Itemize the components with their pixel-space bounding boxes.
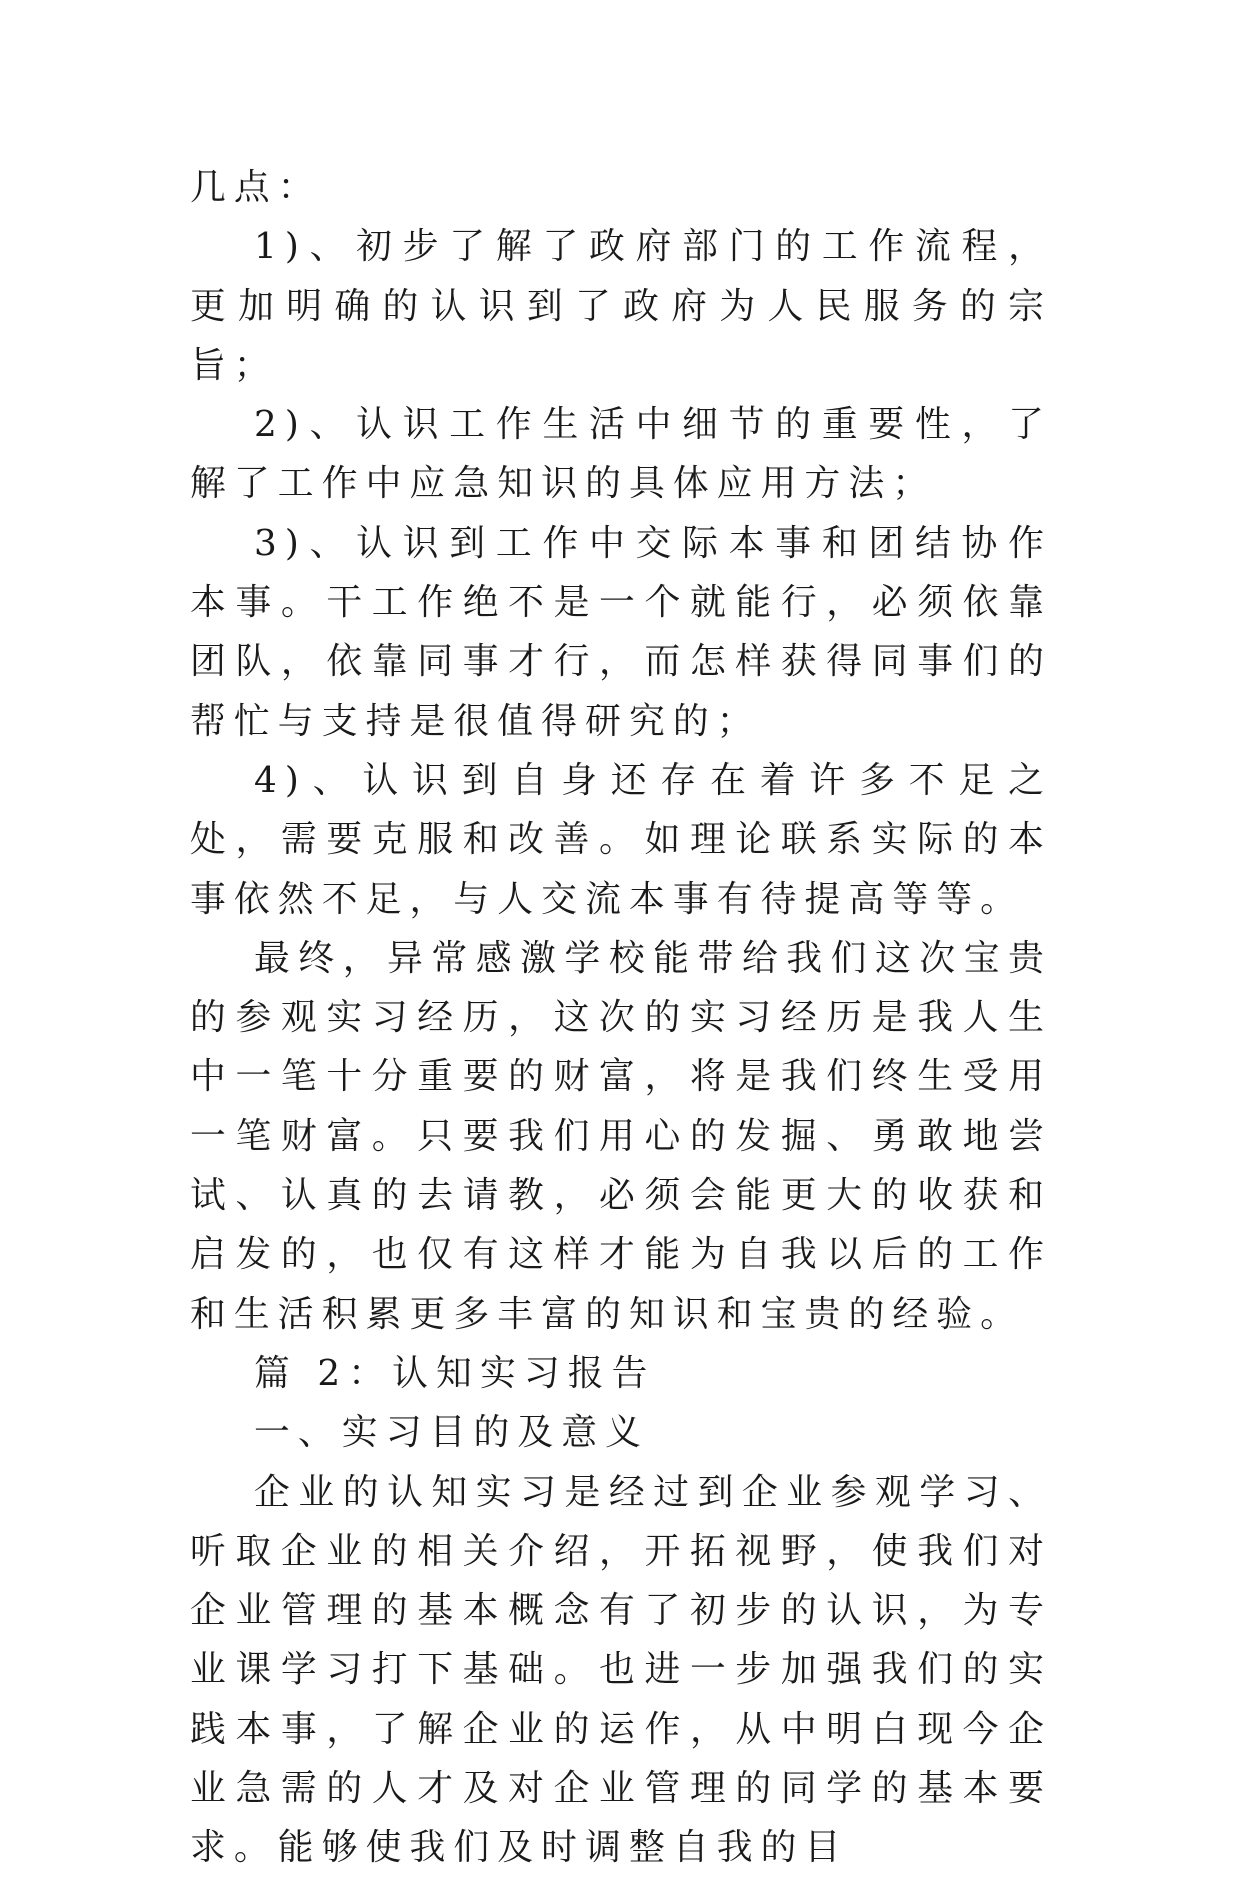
section-heading-report-2: 篇 2：认知实习报告 [254, 1352, 656, 1394]
paragraph-purpose-body: 企业的认知实习是经过到企业参观学习、听取企业的相关介绍，开拓视野，使我们对企业管理的基本概念有了初步的认识，为专业课学习打下基础。也进一步加强我们的实践本事，了解企业的运作，从中明白现今企业急需的人才及对企业管理的同学的基本要求。能够使我们及时调整自我的目 [190, 1471, 1052, 1869]
paragraph-conclusion: 最终，异常感激学校能带给我们这次宝贵的参观实习经历，这次的实习经历是我人生中一笔十分重要的财富，将是我们终生受用一笔财富。只要我们用心的发掘、勇敢地尝试、认真的去请教，必须会能更大的收获和启发的，也仅有这样才能为自我以后的工作和生活积累更多丰富的知识和宝贵的经验。 [190, 937, 1052, 1335]
document-body [190, 158, 1052, 1878]
paragraph-point-2: 2)、认识工作生活中细节的重要性，了解了工作中应急知识的具体应用方法； [190, 404, 1052, 505]
paragraph-point-3: 3)、认识到工作中交际本事和团结协作本事。干工作绝不是一个就能行，必须依靠团队，依靠同事才行，而怎样获得同事们的帮忙与支持是很值得研究的； [190, 522, 1052, 742]
paragraph-point-4: 4)、认识到自身还存在着许多不足之处，需要克服和改善。如理论联系实际的本事依然不足，与人交流本事有待提高等等。 [190, 759, 1052, 920]
paragraph-point-1: 1)、初步了解了政府部门的工作流程，更加明确的认识到了政府为人民服务的宗旨； [190, 226, 1052, 386]
subsection-heading-purpose: 一、实习目的及意义 [254, 1412, 650, 1454]
paragraph-points-intro: 几点： [190, 167, 322, 208]
